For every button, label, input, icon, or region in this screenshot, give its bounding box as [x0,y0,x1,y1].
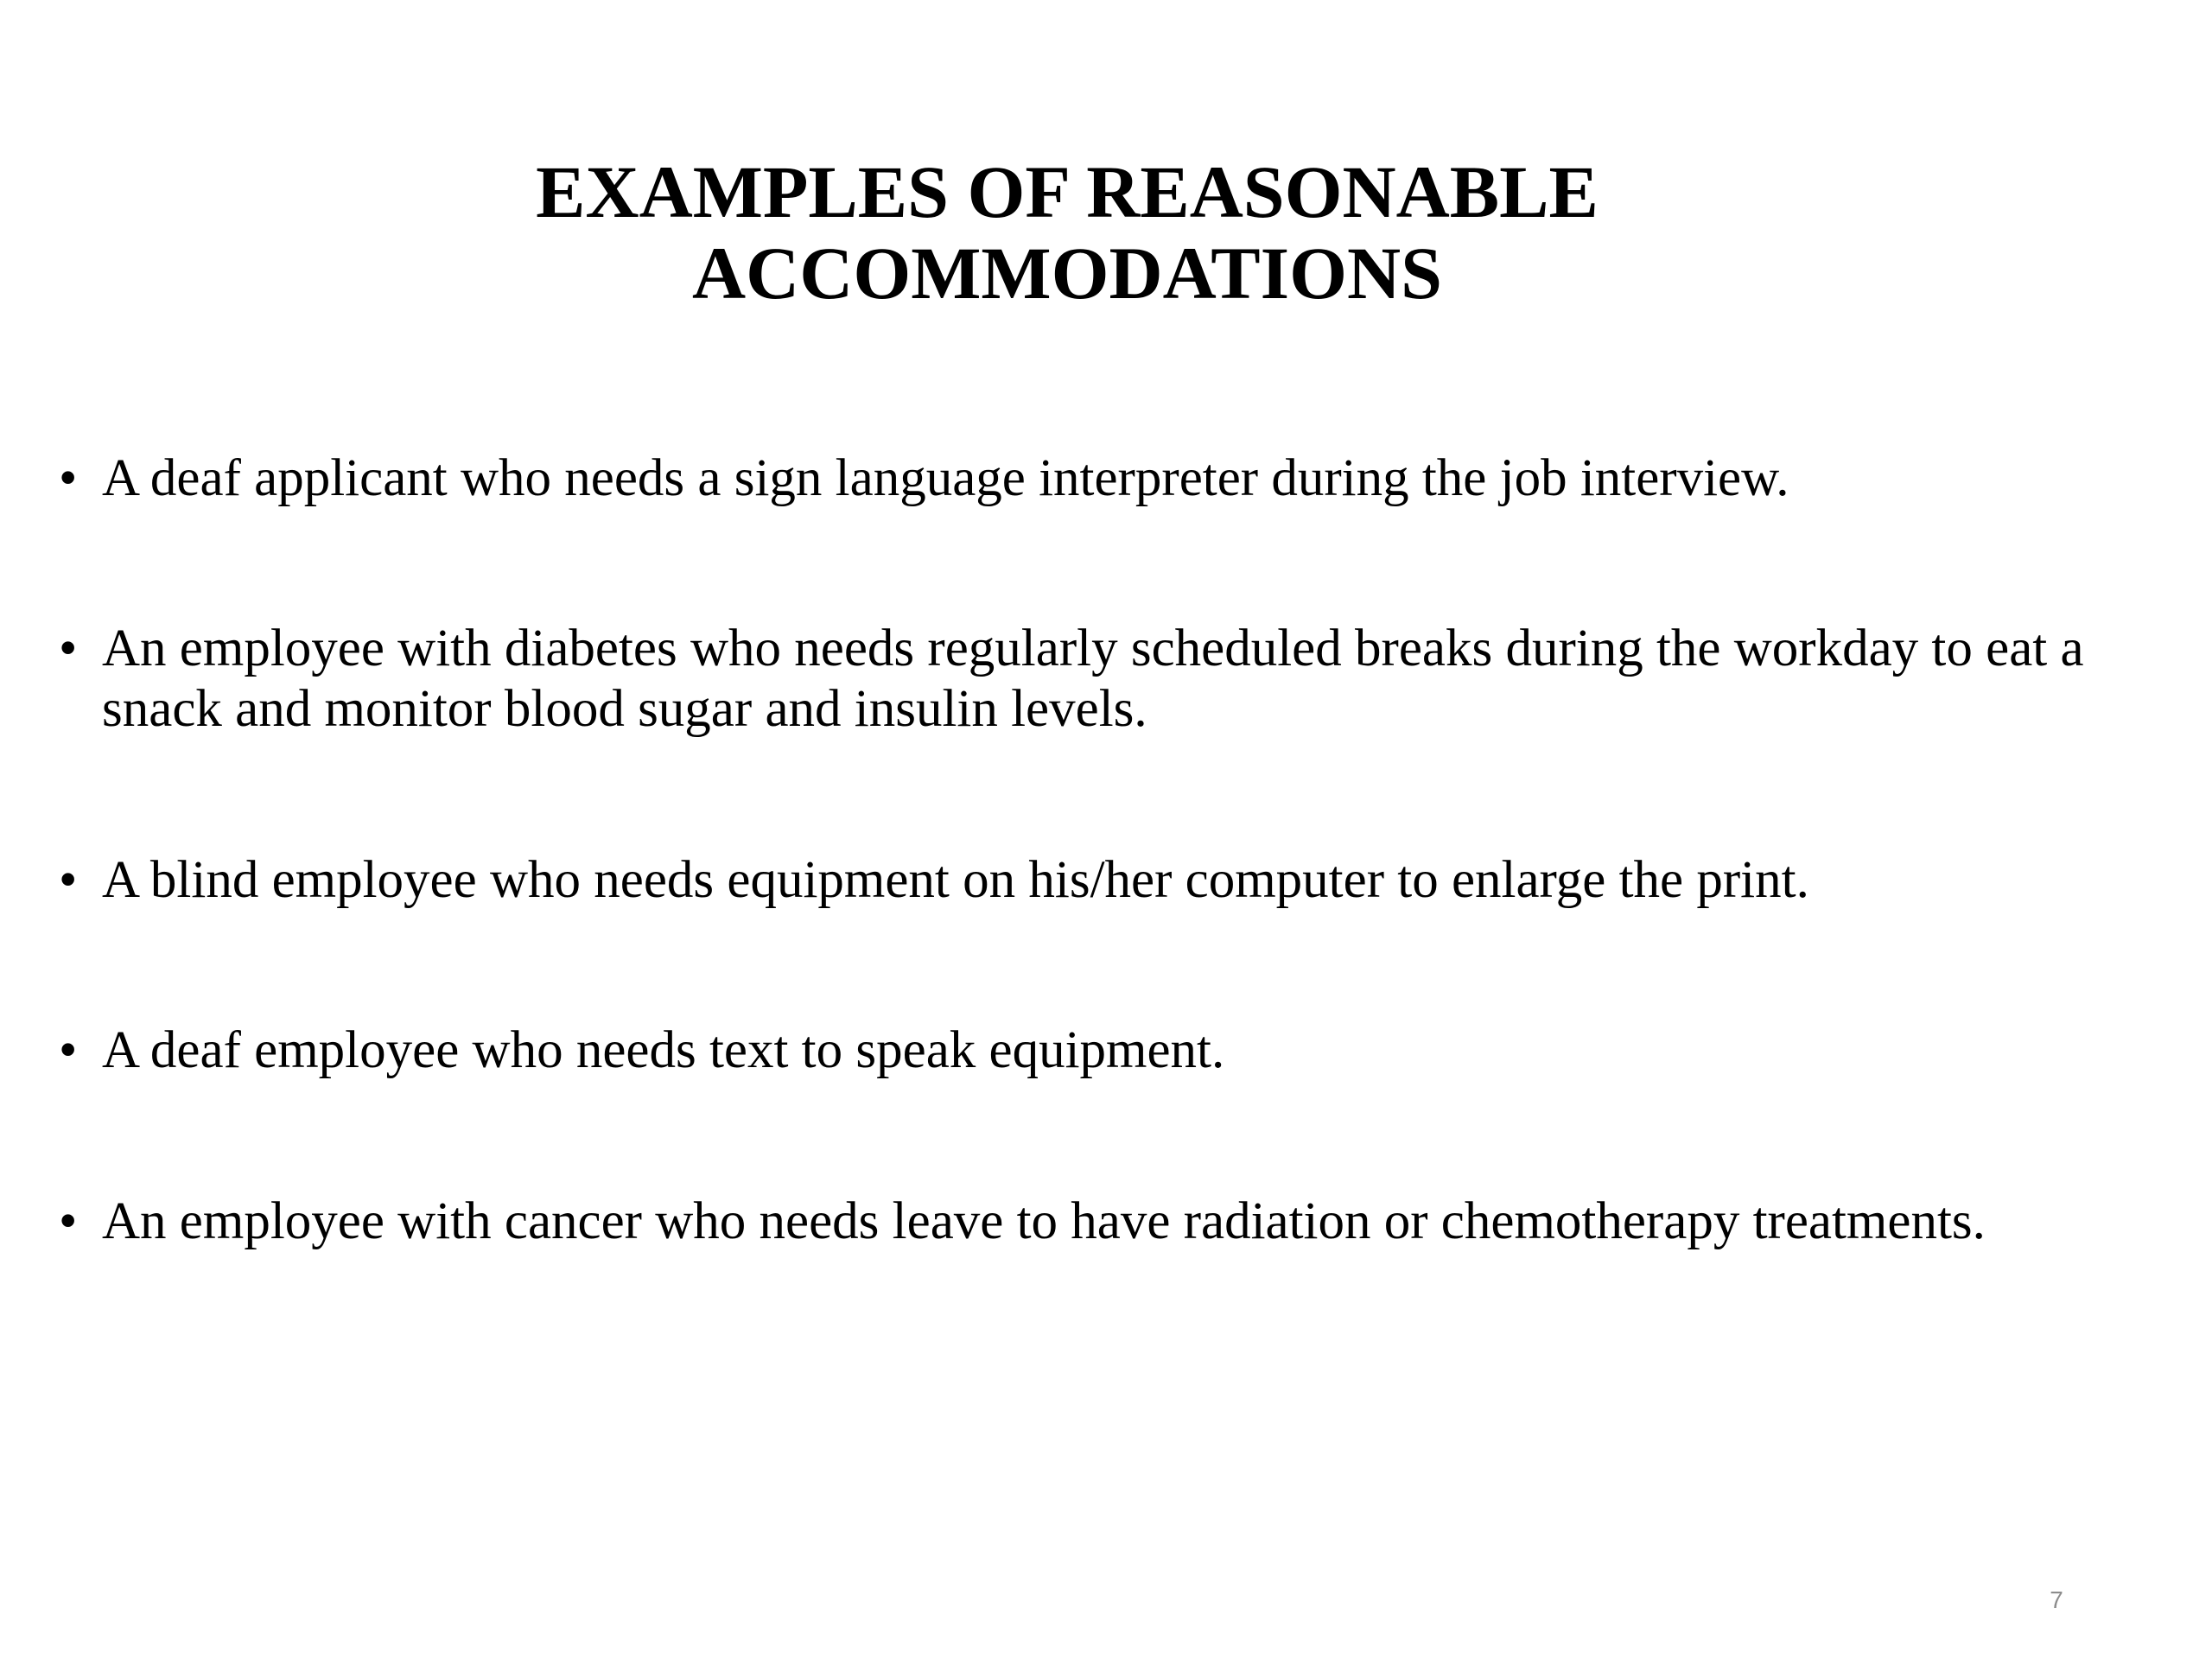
bullet-item-5 [59,1192,2133,1252]
slide-title-line-1: EXAMPLES OF REASONABLE [536,150,1599,233]
bullet-icon: • [59,1192,78,1250]
bullet-item-3 [59,850,2133,911]
bullet-text: An employee with diabetes who needs regularly scheduled breaks during the workday to eat a snack and monitor blood sugar and insulin levels. [102,620,2084,738]
bullet-item-2 [59,619,2133,740]
bullet-icon: • [59,620,78,677]
bullet-item-1 [59,448,2133,509]
bullet-text: A deaf applicant who needs a sign language interpreter during the job interview. [102,449,1789,507]
slide-title-line-2: ACCOMMODATIONS [692,232,1442,315]
bullet-icon: • [59,449,78,507]
bullet-text: A deaf employee who needs text to speak equipment. [102,1021,1225,1079]
bullet-text: An employee with cancer who needs leave to have radiation or chemotherapy treatments. [102,1192,1986,1250]
bullet-icon: • [59,1021,78,1079]
bullet-text: A blind employee who needs equipment on his/her computer to enlarge the print. [102,851,1809,909]
slide-title [0,151,2134,314]
bullet-item-4 [59,1020,2133,1081]
bullet-icon: • [59,851,78,909]
slide-number: 7 [2050,1586,2063,1613]
